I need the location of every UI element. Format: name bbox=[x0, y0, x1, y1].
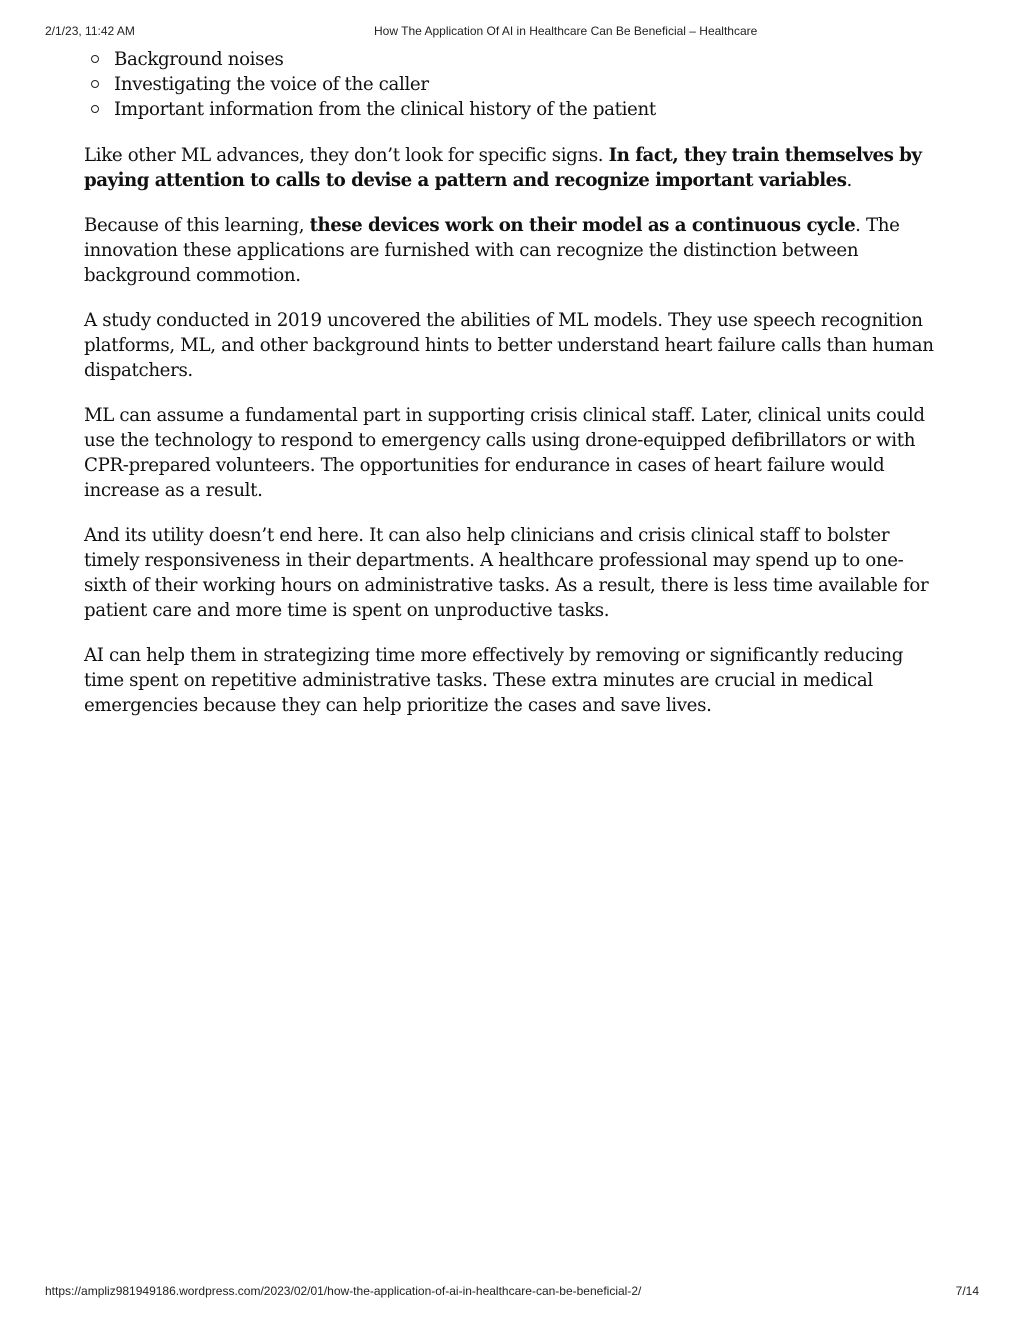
list-item-text: Background noises bbox=[114, 49, 284, 70]
hollow-circle-bullet-icon bbox=[91, 105, 99, 113]
paragraph-continuous-cycle bbox=[84, 213, 934, 288]
list-item bbox=[84, 47, 934, 72]
hollow-circle-bullet-icon bbox=[91, 80, 99, 88]
list-item bbox=[84, 97, 934, 122]
paragraph-text: Because of this learning, bbox=[84, 215, 310, 236]
paragraph-text-end: . bbox=[846, 170, 852, 191]
article-body bbox=[84, 47, 934, 738]
paragraph-crisis-staff: ML can assume a fundamental part in supporting crisis clinical staff. Later, clinical units could use the technology to respond to emergency calls using drone-equipped defibrillators or with CPR-prepared volunteers. The opportunities for endurance in cases of heart failure would increase as a result. bbox=[84, 405, 925, 501]
hollow-circle-bullet-icon bbox=[91, 55, 99, 63]
factor-list bbox=[84, 47, 934, 122]
bold-emphasis: these devices work on their model as a continuous cycle bbox=[309, 215, 856, 236]
paragraph-text: Like other ML advances, they don’t look for specific signs. bbox=[84, 145, 609, 166]
list-item bbox=[84, 72, 934, 97]
list-item-text: Important information from the clinical history of the patient bbox=[114, 99, 656, 120]
paragraph-strategizing-time: AI can help them in strategizing time more effectively by removing or significantly reducing time spent on repetitive administrative tasks. These extra minutes are crucial in medical emergencies because they can help prioritize the cases and save lives. bbox=[84, 645, 904, 716]
paragraph-2019-study: A study conducted in 2019 uncovered the abilities of ML models. They use speech recognition platforms, ML, and other background hints to better understand heart failure calls than human dispatchers. bbox=[84, 310, 934, 381]
page-url: https://ampliz981949186.wordpress.com/2023/02/01/how-the-application-of-ai-in-healthcare-can-be-beneficial-2/ bbox=[45, 1284, 642, 1298]
paragraph-text-end: . The innovation these applications are furnished with can recognize the distinction between background commotion. bbox=[84, 215, 900, 286]
print-page-title: How The Application Of AI in Healthcare Can Be Beneficial – Healthcare bbox=[374, 24, 758, 38]
list-item-text: Investigating the voice of the caller bbox=[114, 74, 429, 95]
print-footer bbox=[0, 1284, 1024, 1300]
print-date: 2/1/23, 11:42 AM bbox=[45, 24, 135, 38]
print-header bbox=[0, 24, 1024, 40]
paragraph-ml-advances bbox=[84, 143, 934, 193]
bold-emphasis: In fact, they train themselves by paying attention to calls to devise a pattern and recognize important variables bbox=[84, 145, 922, 191]
page-number: 7/14 bbox=[955, 1284, 979, 1298]
paragraph-utility: And its utility doesn’t end here. It can also help clinicians and crisis clinical staff to bolster timely responsiveness in their departments. A healthcare professional may spend up to one-sixth of their working hours on administrative tasks. As a result, there is less time available for patient care and more time is spent on unproductive tasks. bbox=[84, 525, 929, 621]
